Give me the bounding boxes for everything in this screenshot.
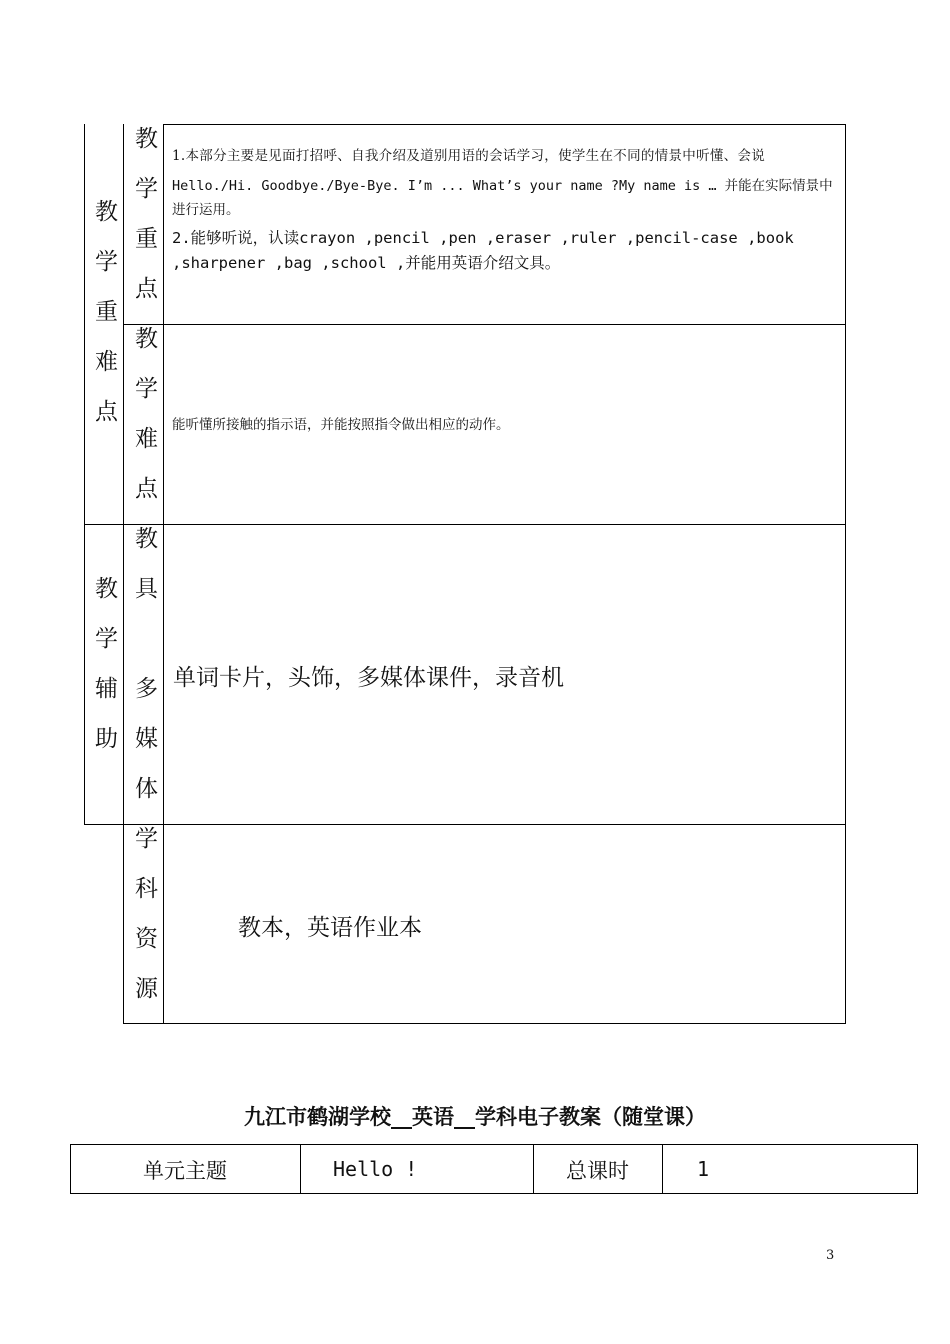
page-number: 3 <box>826 1248 835 1263</box>
unit-theme-label: 单元主题 <box>143 1159 227 1183</box>
total-hours-label: 总课时 <box>566 1159 629 1183</box>
table-border <box>84 824 846 825</box>
table-border <box>70 1144 918 1145</box>
vertical-label: 教学重难点 <box>91 199 117 449</box>
difficulties-label <box>124 326 163 526</box>
key-points-content <box>172 144 840 276</box>
table-border <box>845 124 846 1024</box>
table-border <box>163 124 846 125</box>
vertical-label: 教学难点 <box>131 326 157 526</box>
table-border <box>123 1023 846 1024</box>
key-point-phrases: Hello./Hi. Goodbye./Bye-Bye. I’m ... What’s your name ?My name is … 并能在实际情景中进行运用。 <box>172 178 833 218</box>
teaching-aids-content: 单词卡片，头饰，多媒体课件，录音机 <box>173 665 564 691</box>
table-border <box>70 1193 918 1194</box>
key-point-2: 2.能够听说，认读crayon ,pencil ,pen ,eraser ,ruler ,pencil-case ,book ,sharpener ,bag ,school ,并能用英语介绍文具。 <box>172 229 794 272</box>
subject-resources-content: 教本，英语作业本 <box>238 915 422 941</box>
difficulties-content: 能听懂所接触的指示语，并能按照指令做出相应的动作。 <box>172 417 510 433</box>
key-point-1: 1.本部分主要是见面打招呼、自我介绍及道别用语的会话学习，使学生在不同的情景中听懂、会说 <box>172 148 766 164</box>
table-border <box>662 1144 663 1194</box>
table-border <box>163 124 164 1024</box>
unit-theme-value: Hello ! <box>333 1157 418 1181</box>
vertical-label: 学科资源 <box>131 826 157 1026</box>
section-label-teaching-aids <box>85 576 123 776</box>
key-points-label <box>124 126 163 326</box>
total-hours-value: 1 <box>697 1157 710 1181</box>
table-border <box>300 1144 301 1194</box>
subject-resources-label <box>124 826 163 1026</box>
vertical-label: 教学辅助 <box>91 576 117 776</box>
vertical-label: 教具 <box>131 526 157 626</box>
vertical-label: 多媒体 <box>131 676 157 826</box>
vertical-label: 教学重点 <box>131 126 157 326</box>
table-border <box>917 1144 918 1194</box>
section-label-key-difficult <box>85 199 123 449</box>
lesson-plan-title: 九江市鹤湖学校__英语__学科电子教案（随堂课） <box>244 1105 706 1129</box>
table-border <box>123 324 846 325</box>
multimedia-label <box>124 676 163 826</box>
teaching-tools-label <box>124 526 163 626</box>
table-border <box>84 524 846 525</box>
